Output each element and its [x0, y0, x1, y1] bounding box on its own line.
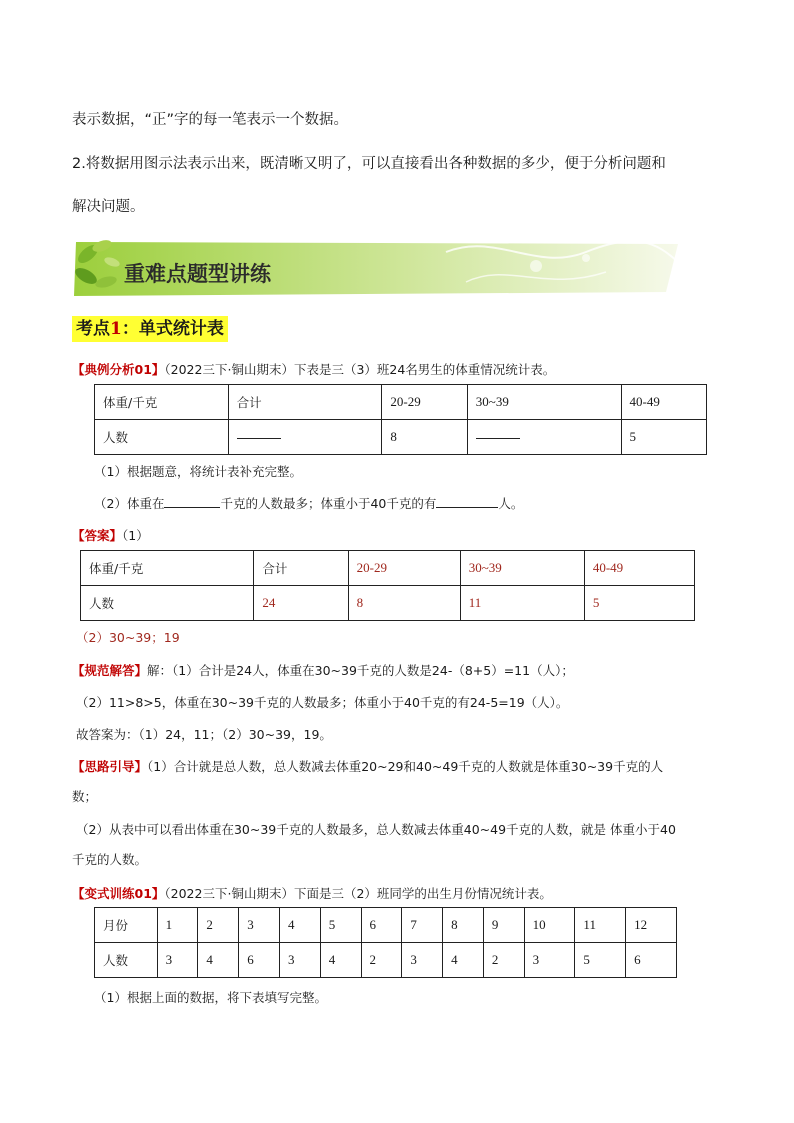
kaodian-number: 1 [110, 319, 122, 339]
answer-cell-value-1: 8 [348, 586, 460, 621]
variant-month: 11 [575, 908, 626, 943]
intro-line-2: 2.将数据用图示法表示出来，既清晰又明了，可以直接看出各种数据的多少，便于分析问题和 [72, 156, 666, 172]
guide-line-2: 数； [72, 789, 98, 804]
answer-cell-range-1: 20-29 [348, 551, 460, 586]
guide-line-3: （2）从表中可以看出体重在30~39千克的人数最多，总人数减去体重40~49千克的人数，就是 体重小于40 [76, 822, 676, 837]
variant-count: 4 [198, 943, 239, 978]
solution-text-1: 解：（1）合计是24人，体重在30~39千克的人数是24-（8+5）=11（人）； [147, 663, 574, 678]
variant-count: 3 [157, 943, 198, 978]
guide-line-1 [72, 757, 663, 775]
variant-month: 4 [279, 908, 320, 943]
example-cell-total-blank [228, 420, 382, 455]
variant-count: 2 [361, 943, 402, 978]
blank-line [436, 495, 498, 508]
variant-q1: （1）根据上面的数据，将下表填写完整。 [94, 990, 327, 1005]
guide-tag: 【思路引导】 [72, 759, 148, 774]
solution-line-2: （2）11>8>5，体重在30~39千克的人数最多；体重小于40千克的有24-5=19（人）。 [76, 695, 569, 710]
blank-line [237, 437, 281, 439]
answer-cell-total: 24 [254, 586, 348, 621]
variant-count-label: 人数 [95, 943, 158, 978]
example-cell-row-label: 人数 [95, 420, 229, 455]
kaodian-rest: ：单式统计表 [121, 319, 224, 339]
answer-table [80, 550, 695, 621]
variant-count: 3 [279, 943, 320, 978]
example-text: （2022三下·铜山期末）下表是三（3）班24名男生的体重情况统计表。 [164, 362, 556, 377]
variant-month: 7 [402, 908, 443, 943]
variant-count: 3 [524, 943, 575, 978]
variant-month: 6 [361, 908, 402, 943]
example-line [72, 360, 555, 378]
answer-label: （1） [122, 528, 149, 543]
kaodian-prefix: 考点 [76, 319, 110, 339]
answer-cell-value-2: 11 [460, 586, 584, 621]
solution-line-3: 故答案为：（1）24，11；（2）30~39，19。 [76, 727, 332, 742]
variant-count: 2 [483, 943, 524, 978]
example-cell-header: 体重/千克 [95, 385, 229, 420]
variant-month: 12 [626, 908, 677, 943]
example-cell-value-3: 5 [621, 420, 706, 455]
example-q2-a: （2）体重在 [94, 496, 165, 511]
variant-count: 6 [626, 943, 677, 978]
variant-month: 10 [524, 908, 575, 943]
answer-tag: 【答案】 [72, 528, 123, 543]
answer-cell-value-3: 5 [584, 586, 694, 621]
intro-line-1: 表示数据，“正”字的每一笔表示一个数据。 [72, 112, 349, 128]
variant-line [72, 884, 552, 902]
variant-count: 4 [320, 943, 361, 978]
example-cell-value-1: 8 [382, 420, 467, 455]
answer-cell-row-label: 人数 [81, 586, 254, 621]
variant-months-label: 月份 [95, 908, 158, 943]
variant-count: 6 [239, 943, 280, 978]
answer-line-2: （2）30~39；19 [76, 630, 180, 645]
intro-line-3: 解决问题。 [72, 199, 145, 215]
example-cell-range-2: 30~39 [467, 385, 621, 420]
answer-line [72, 526, 149, 544]
example-q2-c: 人。 [498, 496, 524, 511]
variant-month: 9 [483, 908, 524, 943]
guide-line-4: 千克的人数。 [72, 852, 148, 867]
solution-line-1 [72, 661, 574, 679]
example-cell-range-3: 40-49 [621, 385, 706, 420]
answer-cell-header: 体重/千克 [81, 551, 254, 586]
variant-month: 2 [198, 908, 239, 943]
variant-text: （2022三下·铜山期末）下面是三（2）班同学的出生月份情况统计表。 [164, 886, 552, 901]
solution-tag: 【规范解答】 [72, 663, 148, 678]
variant-count: 5 [575, 943, 626, 978]
answer-cell-range-2: 30~39 [460, 551, 584, 586]
example-table [94, 384, 707, 455]
answer-cell-total-label: 合计 [254, 551, 348, 586]
variant-month: 1 [157, 908, 198, 943]
example-q2 [94, 494, 523, 512]
variant-count: 4 [443, 943, 484, 978]
blank-line [476, 437, 520, 439]
variant-month: 8 [443, 908, 484, 943]
example-tag: 【典例分析01】 [72, 362, 165, 377]
example-cell-range-1: 20-29 [382, 385, 467, 420]
guide-text-1: （1）合计就是总人数，总人数减去体重20~29和40~49千克的人数就是体重30~39千克的人 [147, 759, 664, 774]
kaodian-heading [72, 316, 228, 342]
blank-line [164, 495, 220, 508]
variant-tag: 【变式训练01】 [72, 886, 165, 901]
variant-count: 3 [402, 943, 443, 978]
banner-title: 重难点题型讲练 [124, 262, 271, 286]
example-q1: （1）根据题意，将统计表补充完整。 [94, 464, 302, 479]
variant-month: 5 [320, 908, 361, 943]
example-cell-value-2-blank [467, 420, 621, 455]
example-q2-b: 千克的人数最多；体重小于40千克的有 [220, 496, 437, 511]
variant-table [94, 907, 677, 978]
answer-cell-range-3: 40-49 [584, 551, 694, 586]
example-cell-total-label: 合计 [228, 385, 382, 420]
variant-month: 3 [239, 908, 280, 943]
